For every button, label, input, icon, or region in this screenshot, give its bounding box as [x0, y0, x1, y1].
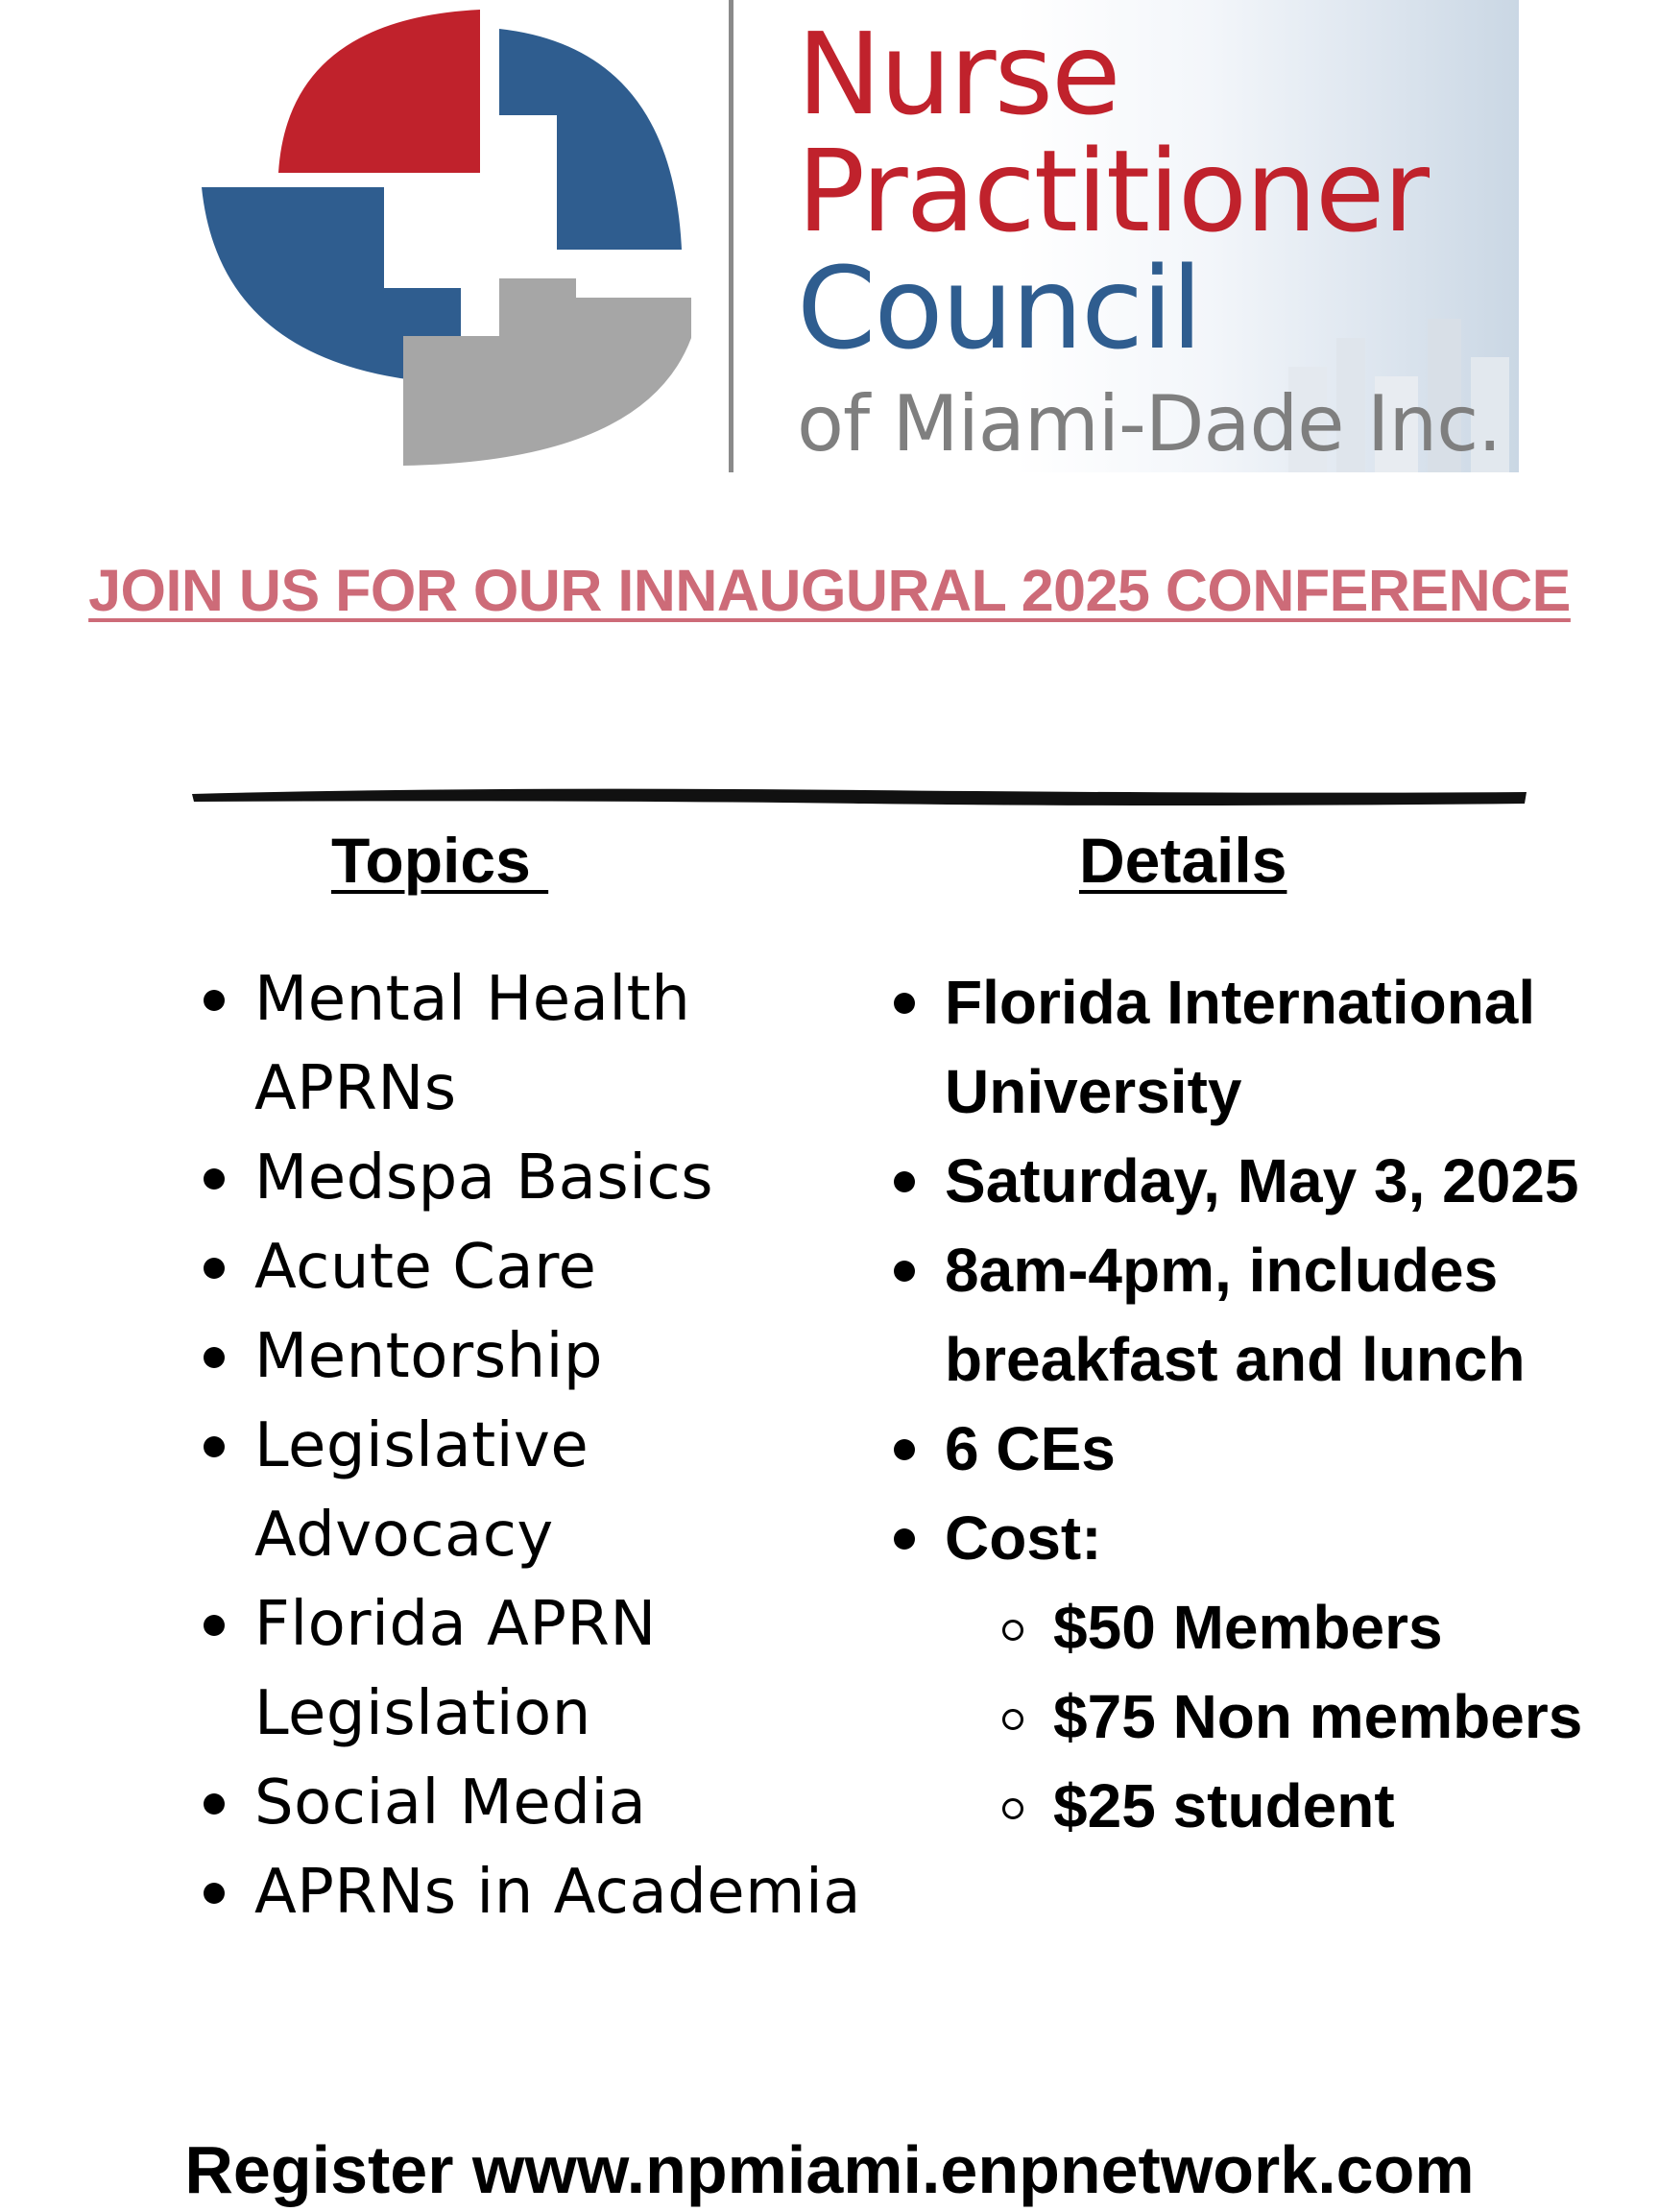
logo-line-nurse: Nurse	[797, 8, 1119, 140]
cost-option: $25 student	[1053, 1762, 1659, 1851]
logo-line-miami-dade: of Miami-Dade Inc.	[797, 379, 1502, 469]
details-heading: Details	[1079, 825, 1287, 896]
topics-heading: Topics	[331, 825, 549, 896]
logo-cross-icon	[192, 0, 691, 470]
logo-line-practitioner: Practitioner	[797, 125, 1428, 257]
list-item: Mental Health APRNs	[254, 955, 869, 1134]
list-item: APRNs in Academia	[254, 1848, 869, 1937]
list-item: Medspa Basics	[254, 1134, 869, 1223]
cost-label: Cost:	[945, 1503, 1102, 1573]
list-item: Florida APRN Legislation	[254, 1580, 869, 1759]
brush-stroke-divider	[192, 782, 1527, 811]
register-link-text[interactable]: Register www.npmiami.enpnetwork.com	[184, 2132, 1475, 2207]
list-item: 8am-4pm, includes breakfast and lunch	[945, 1226, 1659, 1405]
list-item: Florida International University	[945, 958, 1659, 1137]
details-list	[945, 958, 1659, 1851]
cost-option: $50 Members	[1053, 1583, 1659, 1672]
conference-headline: JOIN US FOR OUR INNAUGURAL 2025 CONFERENCE	[88, 558, 1571, 623]
list-item-cost	[945, 1494, 1659, 1851]
list-item: Mentorship	[254, 1312, 869, 1402]
cost-option: $75 Non members	[1053, 1672, 1659, 1762]
list-item: Social Media	[254, 1759, 869, 1848]
list-item: Legislative Advocacy	[254, 1402, 869, 1580]
list-item: 6 CEs	[945, 1405, 1659, 1494]
logo-wordmark	[744, 0, 1519, 472]
logo-divider	[729, 0, 733, 472]
logo-line-council: Council	[797, 242, 1201, 374]
cost-options-list	[945, 1583, 1659, 1851]
topics-list	[254, 955, 869, 1937]
list-item: Acute Care	[254, 1223, 869, 1312]
list-item: Saturday, May 3, 2025	[945, 1137, 1659, 1226]
